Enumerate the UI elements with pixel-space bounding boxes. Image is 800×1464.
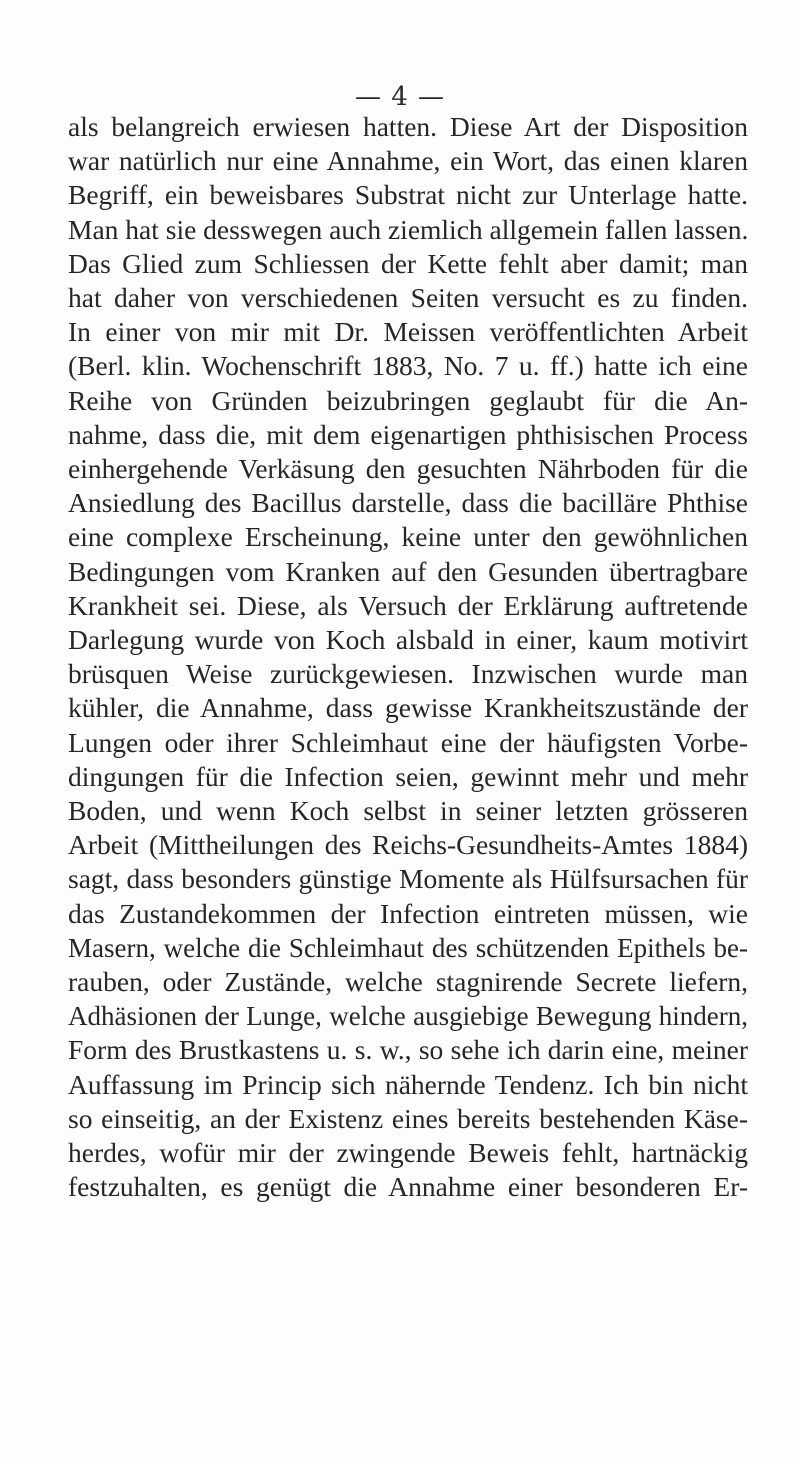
text-line: Arbeit (Mittheilungen des Reichs-Gesundheits-Amtes 1884) <box>68 829 748 861</box>
page-number: — 4 — <box>354 82 446 112</box>
text-line: sagt, dass besonders günstige Momente als Hülfsursachen für <box>68 863 748 895</box>
text-line: kühler, die Annahme, dass gewisse Krankheitszustände der <box>68 692 748 724</box>
text-line: (Berl. klin. Wochenschrift 1883, No. 7 u. ff.) hatte ich eine <box>68 350 748 382</box>
text-line: Boden, und wenn Koch selbst in seiner letzten grösseren <box>68 795 748 827</box>
text-line: Masern, welche die Schleimhaut des schützenden Epithels be- <box>68 932 748 963</box>
text-line: rauben, oder Zustände, welche stagnirende Secrete liefern, <box>68 966 748 998</box>
text-line: herdes, wofür mir der zwingende Beweis fehlt, hartnäckig <box>68 1137 748 1169</box>
text-line: Reihe von Gründen beizubringen geglaubt für die An- <box>68 384 748 416</box>
text-line: Bedingungen vom Kranken auf den Gesunden übertragbare <box>68 555 748 587</box>
text-line: Darlegung wurde von Koch alsbald in einer, kaum motivirt <box>68 624 748 656</box>
text-line: einhergehende Verkäsung den gesuchten Nährboden für die <box>68 453 748 485</box>
text-line: Lungen oder ihrer Schleimhaut eine der häufigsten Vorbe- <box>68 726 748 758</box>
text-line: Auffassung im Princip sich nähernde Tendenz. Ich bin nicht <box>68 1068 748 1100</box>
text-line: als belangreich erwiesen hatten. Diese Art der Disposition <box>68 111 748 142</box>
text-line: so einseitig, an der Existenz eines bereits bestehenden Käse- <box>68 1102 748 1134</box>
text-line: das Zustandekommen der Infection eintreten müssen, wie <box>68 897 748 929</box>
text-line: Adhäsionen der Lunge, welche ausgiebige Bewegung hindern, <box>68 1001 748 1032</box>
text-line: hat daher von verschiedenen Seiten versucht es zu finden. <box>68 282 748 314</box>
text-line: Krankheit sei. Diese, als Versuch der Erklärung auftretende <box>68 589 748 621</box>
text-line: Das Glied zum Schliessen der Kette fehlt aber damit; man <box>68 247 748 279</box>
body-text <box>68 110 748 1205</box>
text-line: Begriff, ein beweisbares Substrat nicht zur Unterlage hatte. <box>68 179 748 211</box>
text-line: Form des Brustkastens u. s. w., so sehe ich darin eine, meiner <box>68 1034 748 1066</box>
text-line: Ansiedlung des Bacillus darstelle, dass die bacilläre Phthise <box>68 487 748 519</box>
text-line: eine complexe Erscheinung, keine unter den gewöhnlichen <box>68 521 748 553</box>
text-line: Man hat sie desswegen auch ziemlich allgemein fallen lassen. <box>68 213 749 245</box>
text-line: nahme, dass die, mit dem eigenartigen phthisischen Process <box>68 418 748 450</box>
text-line: In einer von mir mit Dr. Meissen veröffentlichten Arbeit <box>68 316 748 348</box>
text-line: dingungen für die Infection seien, gewinnt mehr und mehr <box>68 760 748 792</box>
text-line: festzuhalten, es genügt die Annahme einer besonderen Er- <box>68 1171 748 1203</box>
text-line: brüsquen Weise zurückgewiesen. Inzwischen wurde man <box>68 658 748 690</box>
text-line: war natürlich nur eine Annahme, ein Wort, das einen klaren <box>68 145 748 177</box>
